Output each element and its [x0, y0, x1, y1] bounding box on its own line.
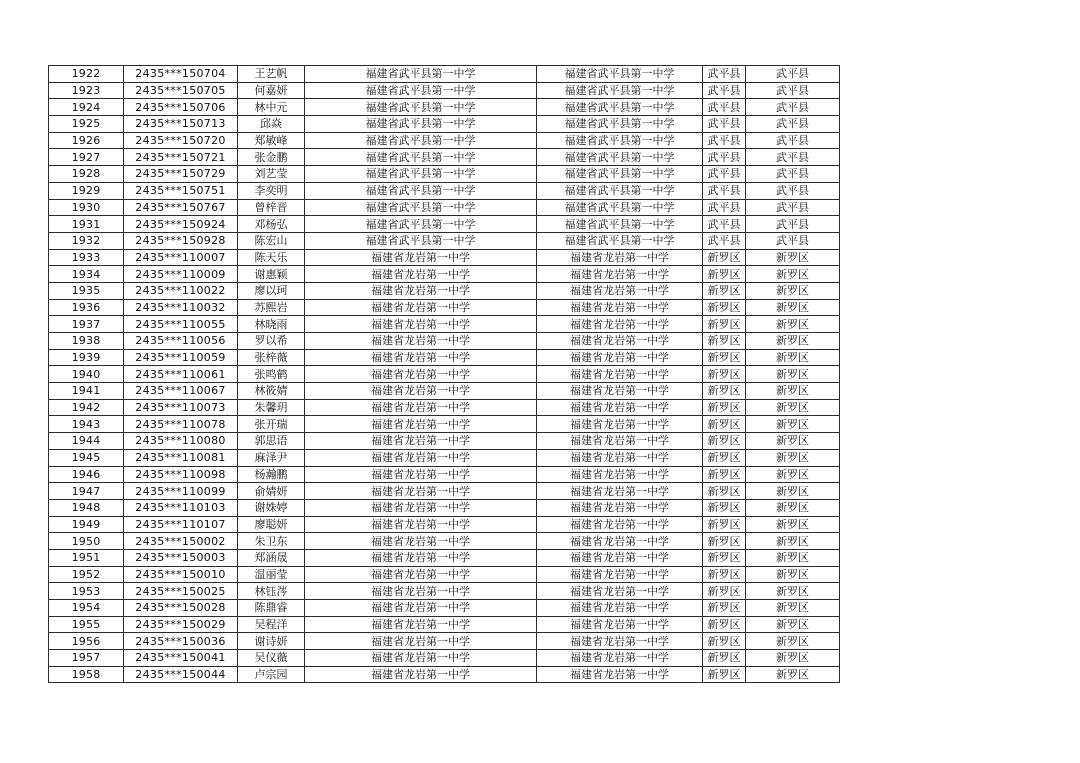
name-cell: 杨瀚鹏: [238, 466, 305, 483]
school-cell: 福建省龙岩第一中学: [537, 366, 703, 383]
seq-cell: 1930: [49, 199, 124, 216]
table-row: [49, 383, 840, 400]
school-cell: 福建省武平县第一中学: [537, 166, 703, 183]
name-cell: 王艺帆: [238, 66, 305, 83]
graduation-school-cell: 福建省龙岩第一中学: [305, 449, 537, 466]
candidate-id-cell: 2435***150029: [124, 616, 238, 633]
county-cell: 新罗区: [703, 449, 746, 466]
candidate-id-cell: 2435***110067: [124, 383, 238, 400]
table-row: [49, 666, 840, 683]
table-row: [49, 650, 840, 667]
county-cell: 新罗区: [703, 383, 746, 400]
district-cell: 新罗区: [746, 399, 840, 416]
candidate-id-cell: 2435***110032: [124, 299, 238, 316]
name-cell: 张梓薇: [238, 349, 305, 366]
school-cell: 福建省龙岩第一中学: [537, 299, 703, 316]
school-cell: 福建省龙岩第一中学: [537, 449, 703, 466]
seq-cell: 1952: [49, 566, 124, 583]
school-cell: 福建省龙岩第一中学: [537, 333, 703, 350]
table-row: [49, 99, 840, 116]
candidate-id-cell: 2435***110080: [124, 433, 238, 450]
name-cell: 邱焱: [238, 116, 305, 133]
district-cell: 武平县: [746, 232, 840, 249]
district-cell: 武平县: [746, 166, 840, 183]
candidate-id-cell: 2435***110078: [124, 416, 238, 433]
name-cell: 陈天乐: [238, 249, 305, 266]
table-row: [49, 399, 840, 416]
name-cell: 谢诗妍: [238, 633, 305, 650]
district-cell: 新罗区: [746, 282, 840, 299]
seq-cell: 1948: [49, 499, 124, 516]
county-cell: 武平县: [703, 66, 746, 83]
name-cell: 廖聪妍: [238, 516, 305, 533]
seq-cell: 1935: [49, 282, 124, 299]
candidate-id-cell: 2435***110059: [124, 349, 238, 366]
district-cell: 新罗区: [746, 383, 840, 400]
county-cell: 新罗区: [703, 349, 746, 366]
table-row: [49, 266, 840, 283]
school-cell: 福建省武平县第一中学: [537, 132, 703, 149]
name-cell: 朱卫东: [238, 533, 305, 550]
name-cell: 郑涵晟: [238, 549, 305, 566]
county-cell: 新罗区: [703, 499, 746, 516]
school-cell: 福建省龙岩第一中学: [537, 533, 703, 550]
name-cell: 卢宗园: [238, 666, 305, 683]
county-cell: 新罗区: [703, 316, 746, 333]
candidate-id-cell: 2435***110098: [124, 466, 238, 483]
candidate-id-cell: 2435***110007: [124, 249, 238, 266]
school-cell: 福建省武平县第一中学: [537, 216, 703, 233]
county-cell: 新罗区: [703, 549, 746, 566]
name-cell: 罗以希: [238, 333, 305, 350]
name-cell: 林中元: [238, 99, 305, 116]
table-row: [49, 66, 840, 83]
candidate-id-cell: 2435***150924: [124, 216, 238, 233]
seq-cell: 1938: [49, 333, 124, 350]
roster-table: [48, 65, 840, 683]
table-row: [49, 82, 840, 99]
table-row: [49, 199, 840, 216]
district-cell: 新罗区: [746, 616, 840, 633]
district-cell: 新罗区: [746, 449, 840, 466]
seq-cell: 1924: [49, 99, 124, 116]
school-cell: 福建省龙岩第一中学: [537, 483, 703, 500]
seq-cell: 1944: [49, 433, 124, 450]
district-cell: 武平县: [746, 182, 840, 199]
school-cell: 福建省龙岩第一中学: [537, 499, 703, 516]
table-row: [49, 600, 840, 617]
district-cell: 新罗区: [746, 600, 840, 617]
table-row: [49, 516, 840, 533]
seq-cell: 1953: [49, 583, 124, 600]
table-row: [49, 282, 840, 299]
district-cell: 新罗区: [746, 499, 840, 516]
graduation-school-cell: 福建省龙岩第一中学: [305, 549, 537, 566]
seq-cell: 1958: [49, 666, 124, 683]
candidate-id-cell: 2435***150767: [124, 199, 238, 216]
seq-cell: 1939: [49, 349, 124, 366]
graduation-school-cell: 福建省武平县第一中学: [305, 166, 537, 183]
name-cell: 李奕明: [238, 182, 305, 199]
table-row: [49, 616, 840, 633]
county-cell: 新罗区: [703, 616, 746, 633]
graduation-school-cell: 福建省武平县第一中学: [305, 149, 537, 166]
county-cell: 新罗区: [703, 600, 746, 617]
county-cell: 新罗区: [703, 366, 746, 383]
school-cell: 福建省龙岩第一中学: [537, 600, 703, 617]
graduation-school-cell: 福建省武平县第一中学: [305, 216, 537, 233]
graduation-school-cell: 福建省龙岩第一中学: [305, 316, 537, 333]
candidate-id-cell: 2435***150036: [124, 633, 238, 650]
seq-cell: 1955: [49, 616, 124, 633]
candidate-id-cell: 2435***150002: [124, 533, 238, 550]
district-cell: 新罗区: [746, 533, 840, 550]
table-row: [49, 449, 840, 466]
district-cell: 武平县: [746, 66, 840, 83]
seq-cell: 1933: [49, 249, 124, 266]
name-cell: 谢惠颖: [238, 266, 305, 283]
table-row: [49, 249, 840, 266]
seq-cell: 1949: [49, 516, 124, 533]
table-row: [49, 549, 840, 566]
graduation-school-cell: 福建省龙岩第一中学: [305, 633, 537, 650]
table-row: [49, 566, 840, 583]
seq-cell: 1940: [49, 366, 124, 383]
name-cell: 吴仪薇: [238, 650, 305, 667]
school-cell: 福建省龙岩第一中学: [537, 349, 703, 366]
school-cell: 福建省龙岩第一中学: [537, 416, 703, 433]
name-cell: 苏熙岩: [238, 299, 305, 316]
school-cell: 福建省龙岩第一中学: [537, 282, 703, 299]
name-cell: 谢姝婷: [238, 499, 305, 516]
district-cell: 新罗区: [746, 466, 840, 483]
district-cell: 新罗区: [746, 583, 840, 600]
county-cell: 武平县: [703, 232, 746, 249]
district-cell: 新罗区: [746, 266, 840, 283]
county-cell: 新罗区: [703, 633, 746, 650]
district-cell: 新罗区: [746, 566, 840, 583]
district-cell: 新罗区: [746, 249, 840, 266]
name-cell: 林晓雨: [238, 316, 305, 333]
seq-cell: 1929: [49, 182, 124, 199]
school-cell: 福建省龙岩第一中学: [537, 266, 703, 283]
county-cell: 新罗区: [703, 566, 746, 583]
candidate-id-cell: 2435***150044: [124, 666, 238, 683]
candidate-id-cell: 2435***150928: [124, 232, 238, 249]
table-row: [49, 633, 840, 650]
school-cell: 福建省龙岩第一中学: [537, 433, 703, 450]
school-cell: 福建省龙岩第一中学: [537, 316, 703, 333]
graduation-school-cell: 福建省武平县第一中学: [305, 132, 537, 149]
county-cell: 武平县: [703, 199, 746, 216]
candidate-id-cell: 2435***150041: [124, 650, 238, 667]
district-cell: 新罗区: [746, 666, 840, 683]
table-row: [49, 149, 840, 166]
seq-cell: 1951: [49, 549, 124, 566]
name-cell: 朱馨玥: [238, 399, 305, 416]
roster-body: [49, 66, 840, 683]
county-cell: 新罗区: [703, 333, 746, 350]
county-cell: 武平县: [703, 166, 746, 183]
district-cell: 武平县: [746, 99, 840, 116]
district-cell: 新罗区: [746, 333, 840, 350]
table-row: [49, 232, 840, 249]
candidate-id-cell: 2435***150028: [124, 600, 238, 617]
graduation-school-cell: 福建省武平县第一中学: [305, 66, 537, 83]
candidate-id-cell: 2435***150713: [124, 116, 238, 133]
candidate-id-cell: 2435***110073: [124, 399, 238, 416]
candidate-id-cell: 2435***150729: [124, 166, 238, 183]
seq-cell: 1925: [49, 116, 124, 133]
table-row: [49, 299, 840, 316]
district-cell: 新罗区: [746, 483, 840, 500]
graduation-school-cell: 福建省武平县第一中学: [305, 199, 537, 216]
seq-cell: 1956: [49, 633, 124, 650]
graduation-school-cell: 福建省龙岩第一中学: [305, 333, 537, 350]
county-cell: 新罗区: [703, 249, 746, 266]
school-cell: 福建省龙岩第一中学: [537, 616, 703, 633]
graduation-school-cell: 福建省龙岩第一中学: [305, 399, 537, 416]
name-cell: 张鸣鹤: [238, 366, 305, 383]
school-cell: 福建省武平县第一中学: [537, 82, 703, 99]
candidate-id-cell: 2435***110107: [124, 516, 238, 533]
county-cell: 新罗区: [703, 416, 746, 433]
candidate-id-cell: 2435***110081: [124, 449, 238, 466]
graduation-school-cell: 福建省龙岩第一中学: [305, 433, 537, 450]
district-cell: 武平县: [746, 132, 840, 149]
candidate-id-cell: 2435***150010: [124, 566, 238, 583]
school-cell: 福建省武平县第一中学: [537, 116, 703, 133]
table-row: [49, 583, 840, 600]
graduation-school-cell: 福建省龙岩第一中学: [305, 583, 537, 600]
seq-cell: 1947: [49, 483, 124, 500]
school-cell: 福建省龙岩第一中学: [537, 383, 703, 400]
table-row: [49, 483, 840, 500]
graduation-school-cell: 福建省龙岩第一中学: [305, 533, 537, 550]
graduation-school-cell: 福建省龙岩第一中学: [305, 249, 537, 266]
graduation-school-cell: 福建省龙岩第一中学: [305, 616, 537, 633]
district-cell: 武平县: [746, 216, 840, 233]
school-cell: 福建省龙岩第一中学: [537, 516, 703, 533]
county-cell: 武平县: [703, 82, 746, 99]
name-cell: 吴程洋: [238, 616, 305, 633]
graduation-school-cell: 福建省龙岩第一中学: [305, 466, 537, 483]
name-cell: 郑敏峰: [238, 132, 305, 149]
school-cell: 福建省龙岩第一中学: [537, 249, 703, 266]
table-row: [49, 499, 840, 516]
seq-cell: 1922: [49, 66, 124, 83]
school-cell: 福建省龙岩第一中学: [537, 650, 703, 667]
graduation-school-cell: 福建省龙岩第一中学: [305, 299, 537, 316]
district-cell: 新罗区: [746, 549, 840, 566]
county-cell: 新罗区: [703, 266, 746, 283]
table-row: [49, 316, 840, 333]
school-cell: 福建省武平县第一中学: [537, 182, 703, 199]
graduation-school-cell: 福建省龙岩第一中学: [305, 666, 537, 683]
seq-cell: 1954: [49, 600, 124, 617]
table-row: [49, 416, 840, 433]
district-cell: 新罗区: [746, 650, 840, 667]
table-row: [49, 216, 840, 233]
candidate-id-cell: 2435***150706: [124, 99, 238, 116]
graduation-school-cell: 福建省武平县第一中学: [305, 99, 537, 116]
seq-cell: 1946: [49, 466, 124, 483]
candidate-id-cell: 2435***110055: [124, 316, 238, 333]
name-cell: 刘艺莹: [238, 166, 305, 183]
name-cell: 张金鹏: [238, 149, 305, 166]
graduation-school-cell: 福建省龙岩第一中学: [305, 349, 537, 366]
school-cell: 福建省武平县第一中学: [537, 66, 703, 83]
candidate-id-cell: 2435***110056: [124, 333, 238, 350]
candidate-id-cell: 2435***110103: [124, 499, 238, 516]
school-cell: 福建省龙岩第一中学: [537, 549, 703, 566]
graduation-school-cell: 福建省武平县第一中学: [305, 232, 537, 249]
table-row: [49, 166, 840, 183]
county-cell: 新罗区: [703, 666, 746, 683]
roster-sheet: [48, 65, 840, 683]
candidate-id-cell: 2435***150003: [124, 549, 238, 566]
graduation-school-cell: 福建省武平县第一中学: [305, 182, 537, 199]
school-cell: 福建省龙岩第一中学: [537, 566, 703, 583]
school-cell: 福建省龙岩第一中学: [537, 399, 703, 416]
graduation-school-cell: 福建省龙岩第一中学: [305, 282, 537, 299]
district-cell: 新罗区: [746, 316, 840, 333]
county-cell: 新罗区: [703, 516, 746, 533]
school-cell: 福建省龙岩第一中学: [537, 583, 703, 600]
table-row: [49, 466, 840, 483]
name-cell: 陈鼎睿: [238, 600, 305, 617]
seq-cell: 1931: [49, 216, 124, 233]
seq-cell: 1926: [49, 132, 124, 149]
district-cell: 武平县: [746, 82, 840, 99]
name-cell: 陈宏山: [238, 232, 305, 249]
school-cell: 福建省龙岩第一中学: [537, 466, 703, 483]
candidate-id-cell: 2435***150751: [124, 182, 238, 199]
table-row: [49, 333, 840, 350]
county-cell: 武平县: [703, 216, 746, 233]
county-cell: 新罗区: [703, 533, 746, 550]
county-cell: 武平县: [703, 116, 746, 133]
county-cell: 新罗区: [703, 466, 746, 483]
graduation-school-cell: 福建省武平县第一中学: [305, 82, 537, 99]
seq-cell: 1942: [49, 399, 124, 416]
county-cell: 新罗区: [703, 583, 746, 600]
seq-cell: 1932: [49, 232, 124, 249]
school-cell: 福建省武平县第一中学: [537, 99, 703, 116]
graduation-school-cell: 福建省龙岩第一中学: [305, 516, 537, 533]
county-cell: 新罗区: [703, 299, 746, 316]
seq-cell: 1928: [49, 166, 124, 183]
graduation-school-cell: 福建省龙岩第一中学: [305, 650, 537, 667]
name-cell: 俞婧妍: [238, 483, 305, 500]
candidate-id-cell: 2435***150705: [124, 82, 238, 99]
seq-cell: 1927: [49, 149, 124, 166]
graduation-school-cell: 福建省武平县第一中学: [305, 116, 537, 133]
table-row: [49, 116, 840, 133]
table-row: [49, 349, 840, 366]
graduation-school-cell: 福建省龙岩第一中学: [305, 483, 537, 500]
county-cell: 新罗区: [703, 282, 746, 299]
seq-cell: 1934: [49, 266, 124, 283]
seq-cell: 1941: [49, 383, 124, 400]
graduation-school-cell: 福建省龙岩第一中学: [305, 499, 537, 516]
district-cell: 武平县: [746, 116, 840, 133]
candidate-id-cell: 2435***110022: [124, 282, 238, 299]
candidate-id-cell: 2435***110009: [124, 266, 238, 283]
school-cell: 福建省龙岩第一中学: [537, 666, 703, 683]
district-cell: 武平县: [746, 199, 840, 216]
district-cell: 新罗区: [746, 299, 840, 316]
county-cell: 武平县: [703, 132, 746, 149]
school-cell: 福建省武平县第一中学: [537, 149, 703, 166]
name-cell: 林筱婧: [238, 383, 305, 400]
candidate-id-cell: 2435***110099: [124, 483, 238, 500]
graduation-school-cell: 福建省龙岩第一中学: [305, 566, 537, 583]
candidate-id-cell: 2435***110061: [124, 366, 238, 383]
school-cell: 福建省武平县第一中学: [537, 199, 703, 216]
candidate-id-cell: 2435***150704: [124, 66, 238, 83]
name-cell: 何嘉妍: [238, 82, 305, 99]
district-cell: 武平县: [746, 149, 840, 166]
county-cell: 武平县: [703, 149, 746, 166]
school-cell: 福建省龙岩第一中学: [537, 633, 703, 650]
district-cell: 新罗区: [746, 349, 840, 366]
name-cell: 温丽莹: [238, 566, 305, 583]
table-row: [49, 132, 840, 149]
district-cell: 新罗区: [746, 433, 840, 450]
seq-cell: 1943: [49, 416, 124, 433]
graduation-school-cell: 福建省龙岩第一中学: [305, 366, 537, 383]
name-cell: 邓杨弘: [238, 216, 305, 233]
candidate-id-cell: 2435***150720: [124, 132, 238, 149]
graduation-school-cell: 福建省龙岩第一中学: [305, 383, 537, 400]
name-cell: 廖以珂: [238, 282, 305, 299]
seq-cell: 1923: [49, 82, 124, 99]
district-cell: 新罗区: [746, 516, 840, 533]
seq-cell: 1950: [49, 533, 124, 550]
candidate-id-cell: 2435***150025: [124, 583, 238, 600]
name-cell: 麻泽尹: [238, 449, 305, 466]
graduation-school-cell: 福建省龙岩第一中学: [305, 266, 537, 283]
seq-cell: 1936: [49, 299, 124, 316]
table-row: [49, 433, 840, 450]
table-row: [49, 533, 840, 550]
name-cell: 张开瑞: [238, 416, 305, 433]
county-cell: 新罗区: [703, 650, 746, 667]
graduation-school-cell: 福建省龙岩第一中学: [305, 600, 537, 617]
graduation-school-cell: 福建省龙岩第一中学: [305, 416, 537, 433]
seq-cell: 1937: [49, 316, 124, 333]
table-row: [49, 182, 840, 199]
county-cell: 新罗区: [703, 399, 746, 416]
county-cell: 武平县: [703, 182, 746, 199]
county-cell: 武平县: [703, 99, 746, 116]
county-cell: 新罗区: [703, 483, 746, 500]
district-cell: 新罗区: [746, 633, 840, 650]
seq-cell: 1957: [49, 650, 124, 667]
district-cell: 新罗区: [746, 416, 840, 433]
name-cell: 林钰涔: [238, 583, 305, 600]
name-cell: 郭思语: [238, 433, 305, 450]
district-cell: 新罗区: [746, 366, 840, 383]
county-cell: 新罗区: [703, 433, 746, 450]
school-cell: 福建省武平县第一中学: [537, 232, 703, 249]
candidate-id-cell: 2435***150721: [124, 149, 238, 166]
seq-cell: 1945: [49, 449, 124, 466]
name-cell: 曾梓晋: [238, 199, 305, 216]
table-row: [49, 366, 840, 383]
